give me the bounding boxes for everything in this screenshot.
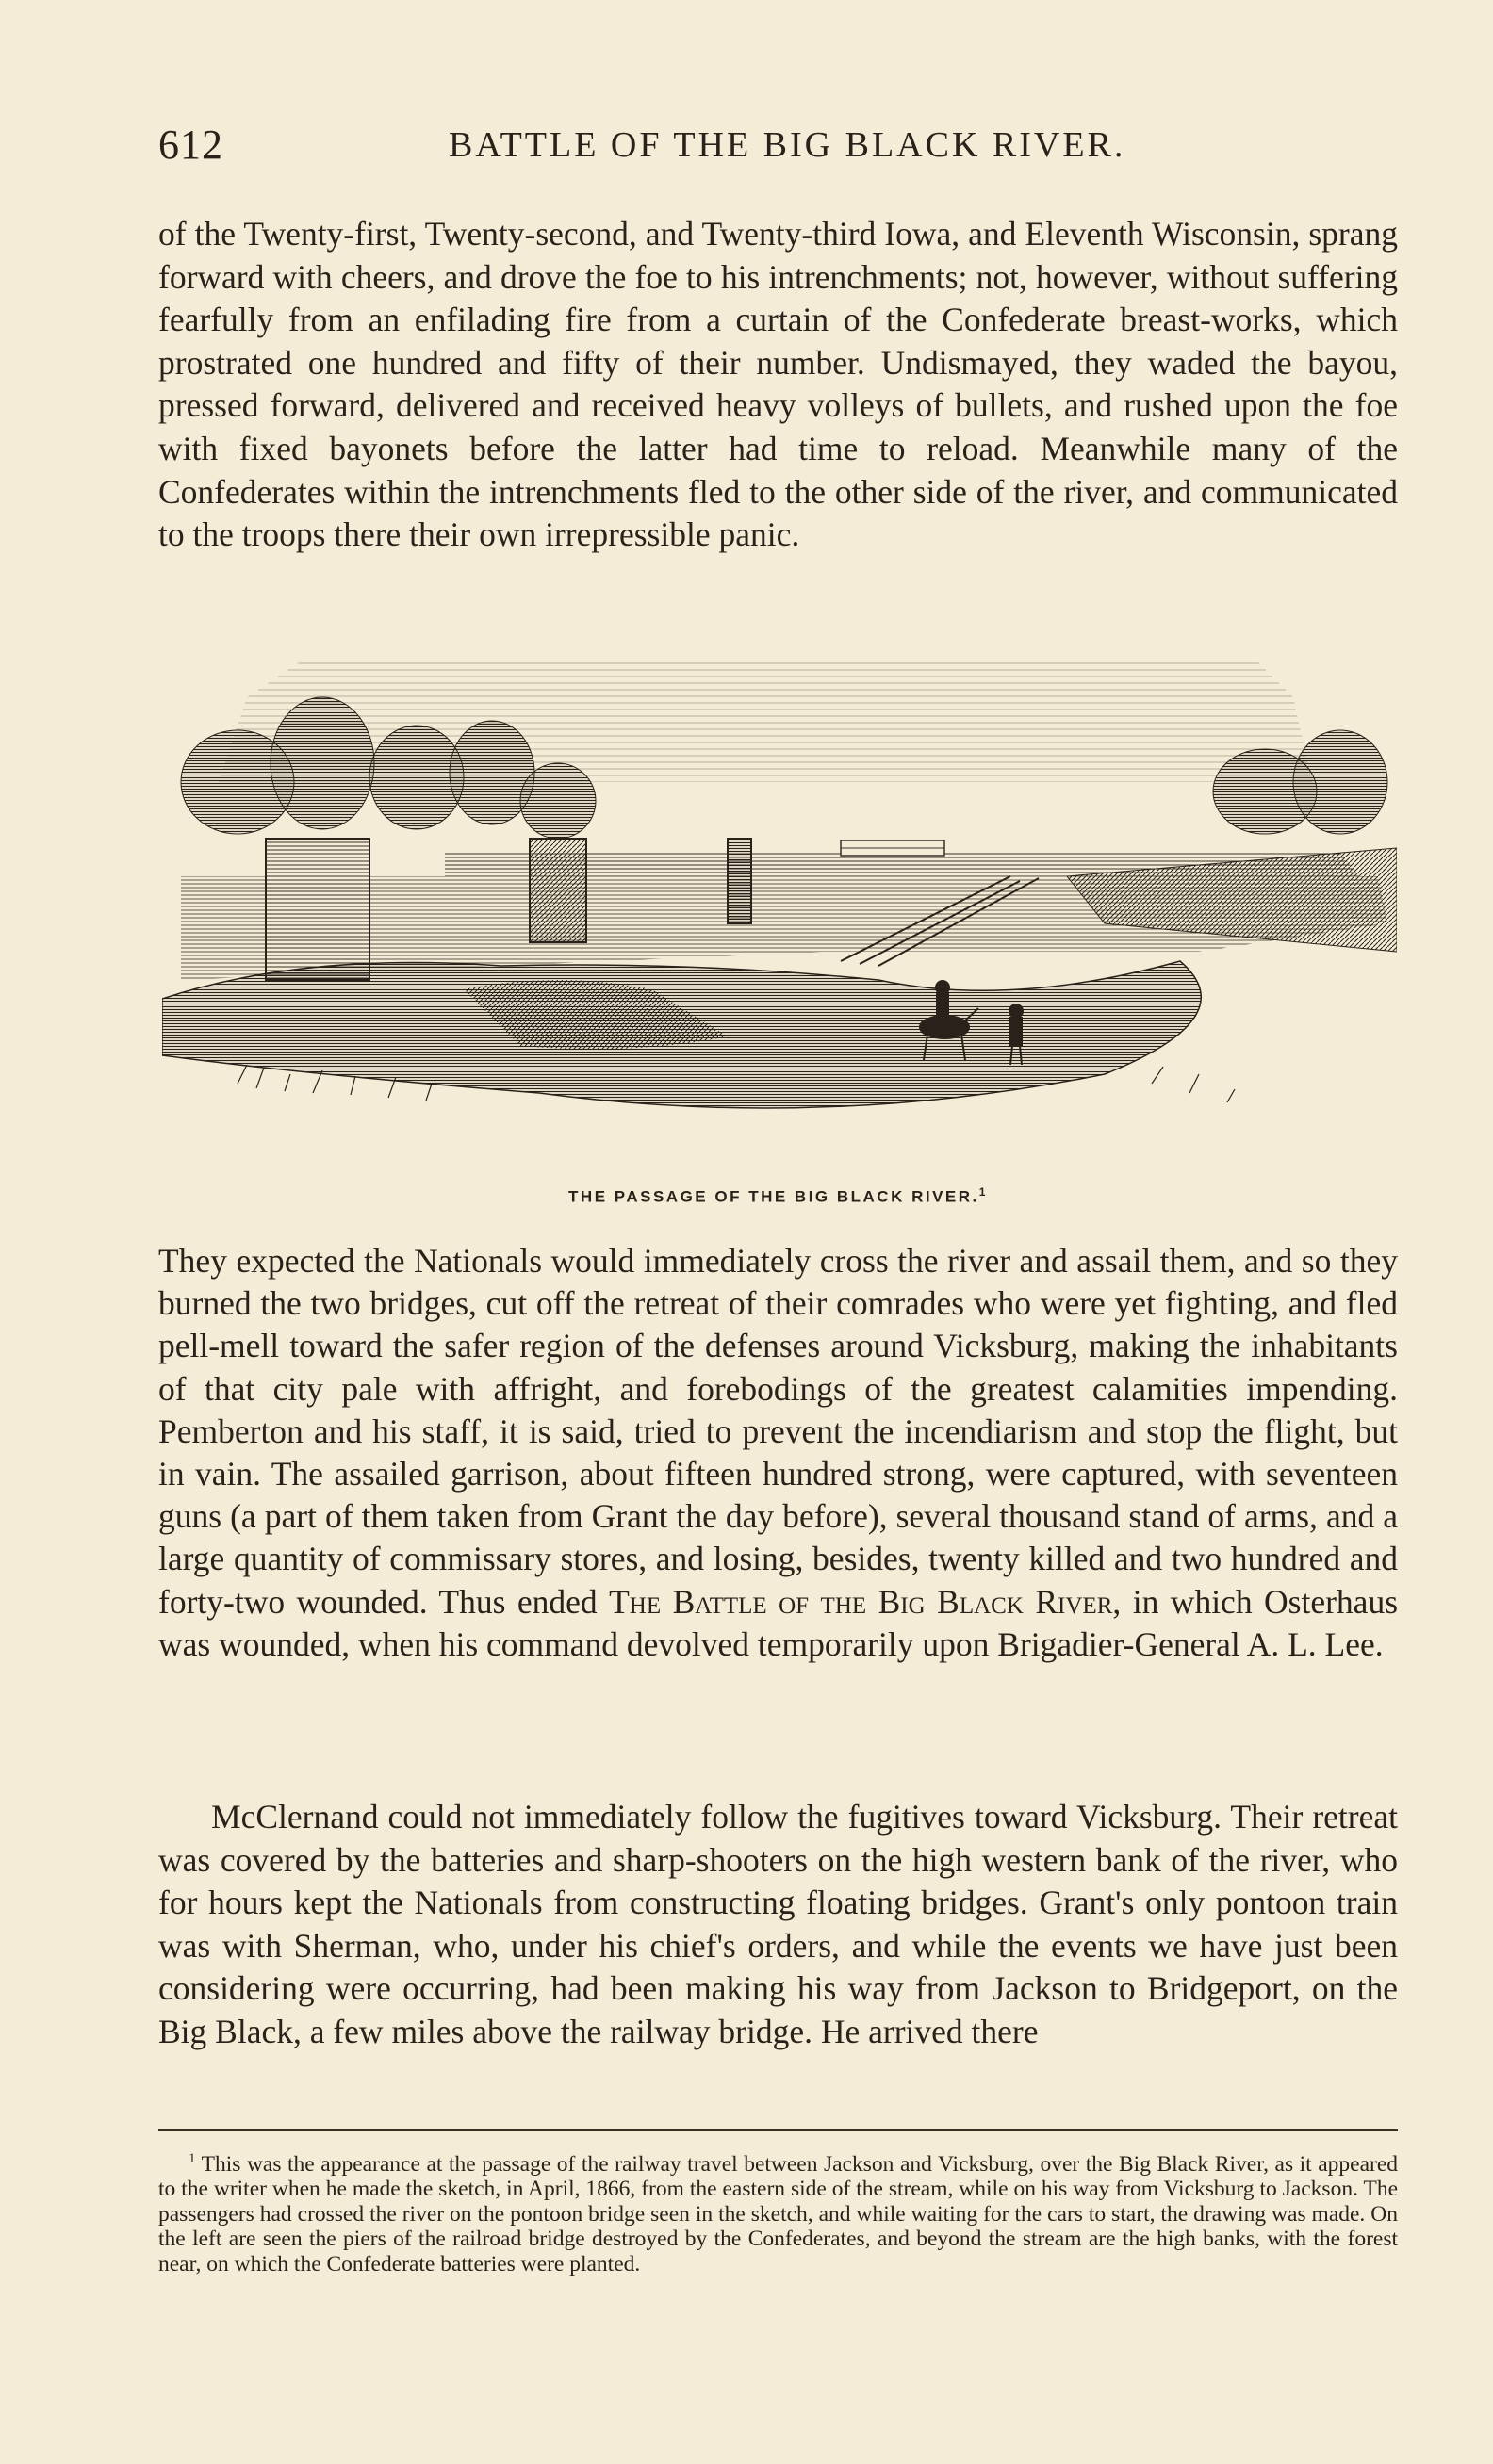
paragraph-2-text-a: They expected the Nationals would immediately cross the river and assail them, and so they burned the two bridges, cut off the retreat of their comrades who were yet fighting, and fled pell-mell toward the safer region of the defenses around Vicksburg, making the inhabitants of that city pale with affright, and forebodings of the greatest calamities impending. Pemberton and his staff, it is said, tried to prevent the incendiarism and stop the flight, but in vain. The assailed garrison, about fifteen hundred strong, were captured, with seventeen guns (a part of them taken from Grant the day before), several thousand stand of arms, and a large quantity of commissary stores, and losing, besides, twenty killed and two hundred and forty-two wounded. Thus ended (158, 1242, 1398, 1621)
footnote-marker: 1 (189, 2151, 196, 2166)
running-title: BATTLE OF THE BIG BLACK RIVER. (449, 125, 1126, 165)
paragraph-2-text-b: , in which Osterhaus was wounded, when his command devolved temporarily upon Brigadier-General A. L. Lee. (158, 1582, 1399, 1663)
paragraph-2-smallcaps: The Battle of the Big Black River (609, 1582, 1113, 1621)
river-crossing-engraving (162, 641, 1397, 1140)
footnote-text: This was the appearance at the passage of the railway travel between Jackson and Vicksburg, over the Big Black River, as it appeared to the writer when he made the sketch, in April, 1866, from the eastern side of the stream, while on his way from Vicksburg to Jackson. The passengers had crossed the river on the pontoon bridge seen in the sketch, and while waiting for the cars to start, the drawing was made. On the left are seen the piers of the railroad bridge destroyed by the Confederates, and beyond the stream are the high banks, with the forest near, on which the Confederate batteries were planted. (158, 2151, 1399, 2276)
footnote (158, 2146, 1398, 2276)
footnote-rule (158, 2129, 1398, 2131)
figure-caption (158, 1185, 1398, 1207)
paragraph-2 (158, 1240, 1398, 1666)
paragraph-3: McClernand could not immediately follow the fugitives toward Vicksburg. Their retreat was covered by the batteries and sharp-shooters on the high western bank of the river, who for hours kept the Nationals from constructing floating bridges. Grant's only pontoon train was with Sherman, who, under his chief's orders, and while the events we have just been considering were occurring, had been making his way from Jackson to Bridgeport, on the Big Black, a few miles above the railway bridge. He arrived there (158, 1798, 1398, 2050)
caption-text: THE PASSAGE OF THE BIG BLACK RIVER. (568, 1187, 979, 1206)
running-head (158, 121, 1398, 177)
caption-footnote-marker: 1 (978, 1185, 988, 1199)
paragraph-1: of the Twenty-first, Twenty-second, and Twenty-third Iowa, and Eleventh Wisconsin, sprang forward with cheers, and drove the foe to his intrenchments; not, however, without suffering fearfully from an enfilading fire from a curtain of the Confederate breast-works, which prostrated one hundred and fifty of their number. Undismayed, they waded the bayou, pressed forward, delivered and received heavy volleys of bullets, and rushed upon the foe with fixed bayonets before the latter had time to reload. Meanwhile many of the Confederates within the intrenchments fled to the other side of the river, and communicated to the troops there their own irrepressible panic. (158, 215, 1398, 554)
page-number: 612 (158, 122, 223, 168)
